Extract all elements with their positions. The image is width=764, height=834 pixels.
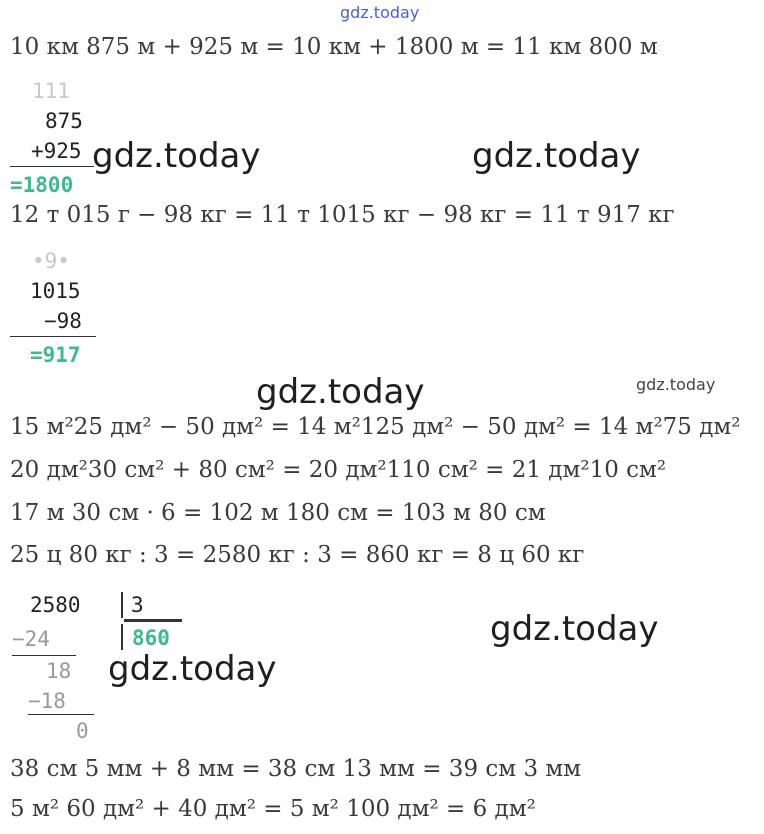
equation-line-3: 15 м²25 дм² − 50 дм² = 14 м²125 дм² − 50 дм² = 14 м²75 дм² [10, 414, 741, 440]
division-quotient: 860 [132, 626, 170, 650]
division-bar-top [121, 592, 123, 618]
watermark-5: gdz.today [108, 649, 277, 689]
addition-rule [10, 166, 94, 167]
equation-line-6: 25 ц 80 кг : 3 = 2580 кг : 3 = 860 кг = 8 ц 60 кг [10, 542, 585, 568]
division-divisor: 3 [131, 593, 144, 617]
division-subtrahend-2: −18 [28, 689, 66, 713]
division-subtrahend-1: −24 [12, 627, 50, 651]
subtraction-operand-1: 1015 [30, 279, 81, 303]
addition-carry: 111 [32, 79, 70, 103]
subtraction-result: =917 [30, 343, 81, 367]
division-dividend: 2580 [30, 593, 81, 617]
subtraction-carry: •9• [32, 249, 70, 273]
equation-line-1: 10 км 875 м + 925 м = 10 км + 1800 м = 11 км 800 м [10, 34, 658, 60]
division-rule-1 [12, 655, 76, 656]
division-rule-2 [28, 714, 94, 715]
subtraction-rule [10, 336, 96, 337]
addition-operand-1: 875 [45, 109, 83, 133]
division-remainder-1: 18 [46, 659, 72, 683]
watermark-6: gdz.today [490, 609, 659, 649]
equation-line-4: 20 дм²30 см² + 80 см² = 20 дм²110 см² = 21 дм²10 см² [10, 457, 667, 483]
addition-operand-2: +925 [31, 139, 82, 163]
division-bar-bottom [121, 624, 123, 650]
equation-line-5: 17 м 30 см · 6 = 102 м 180 см = 103 м 80 см [10, 500, 546, 526]
division-divisor-rule [124, 619, 182, 622]
equation-line-8: 5 м² 60 дм² + 40 дм² = 5 м² 100 дм² = 6 дм² [10, 796, 536, 822]
equation-line-2: 12 т 015 г − 98 кг = 11 т 1015 кг − 98 кг = 11 т 917 кг [10, 202, 675, 228]
watermark-4: gdz.today [636, 375, 716, 394]
watermark-1: gdz.today [92, 136, 261, 176]
division-remainder-2: 0 [76, 719, 89, 743]
equation-line-7: 38 см 5 мм + 8 мм = 38 см 13 мм = 39 см 3 мм [10, 756, 582, 782]
watermark-top: gdz.today [340, 3, 420, 22]
addition-result: =1800 [10, 173, 74, 197]
watermark-2: gdz.today [472, 136, 641, 176]
subtraction-operand-2: −98 [44, 309, 82, 333]
watermark-3: gdz.today [256, 372, 425, 412]
